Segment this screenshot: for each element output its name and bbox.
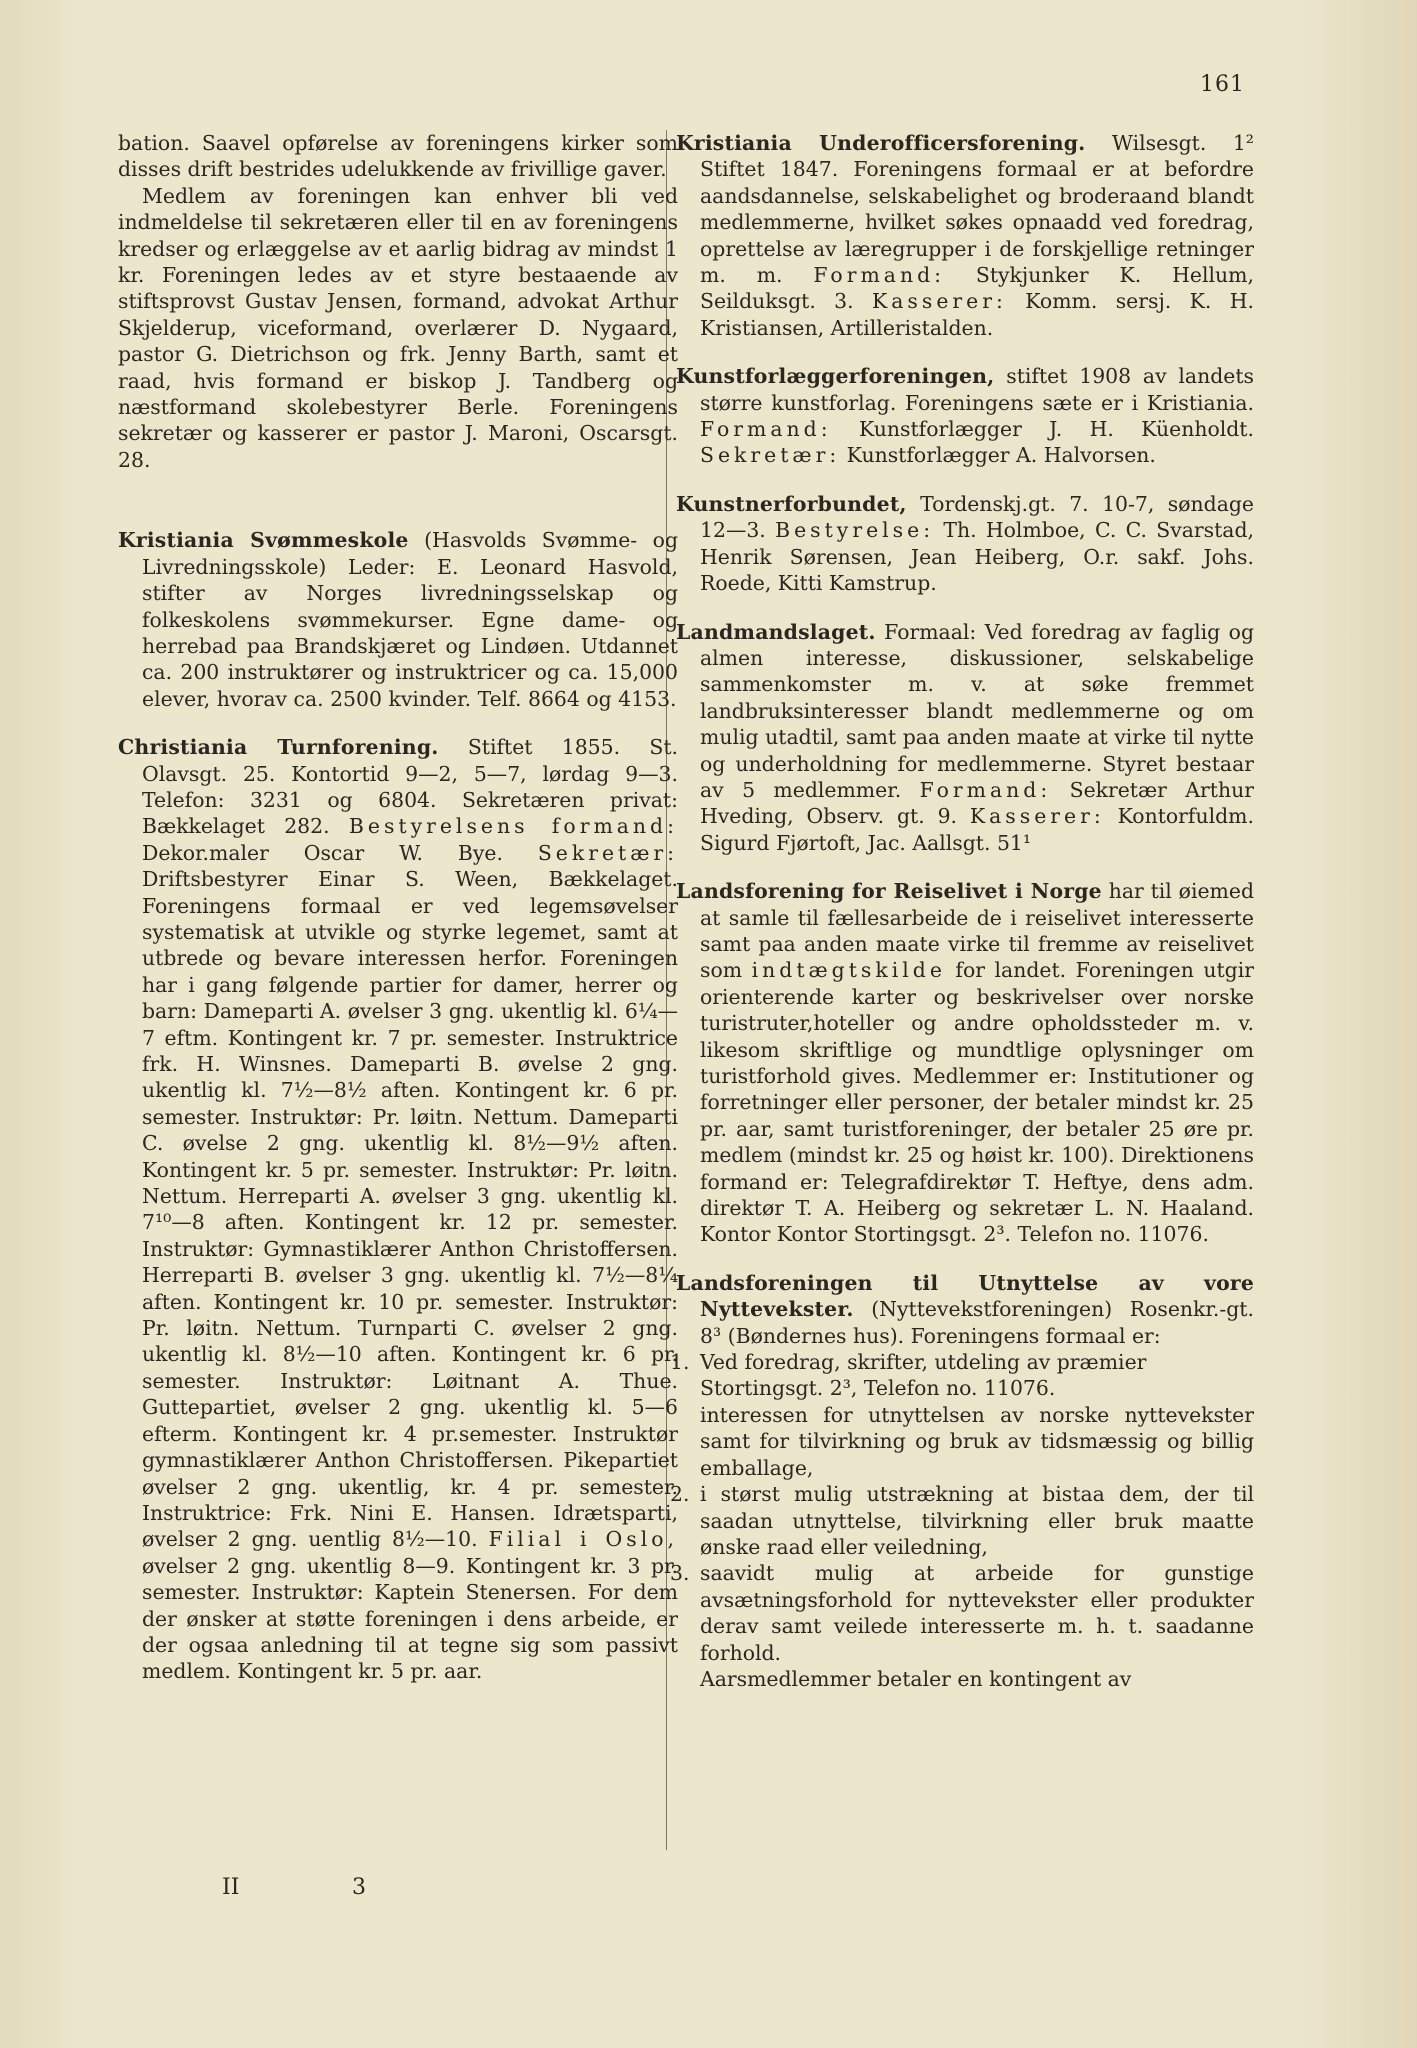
entry-heading: Landmandslaget. [676, 619, 876, 644]
spaced-label: Sekretær: [537, 840, 678, 865]
entry-body: Kunstforlægger J. H. Küenholdt. [831, 417, 1254, 442]
entry-heading: Kunstforlæggerforeningen, [676, 364, 995, 389]
list-number: 3. [670, 1561, 690, 1586]
spaced-label: Kasserer: [872, 289, 1007, 314]
entry-body: for landet. Foreningen utgir orienterende karter og beskrivelser over norske turistruter,hoteller og andre opholdssteder m. v. likesom skriftlige og mundtlige oplysninger om turistforhold gives. Medlemmer er: Institutioner og forretninger eller personer, der betaler mindst kr. 25 pr. aar, samt turistforeninger, der betaler 25 øre pr. medlem (mindst kr. 25 og høist kr. 100). Direktionens formand er: Telegrafdirektør T. Heftye, dens adm. direktør T. A. Heiberg og sekretær L. N. Haaland. Kontor Kontor Stortingsgt. 2³. Telefon no. 11076. [700, 958, 1254, 1247]
entry-body: Wilsesgt. 1² Stiftet 1847. Foreningens formaal er at befordre aandsdannelse, selskabelighet og broderaand blandt medlemmerne, hvilket søkes opnaadd ved foredrag, oprettelse av læregrupper i de forskjellige retninger m. m. [700, 131, 1254, 288]
list-item [670, 1481, 1254, 1560]
entry-body: Kunstforlægger A. Halvorsen. [840, 443, 1156, 468]
page-number: 161 [1200, 72, 1245, 97]
spaced-label: Formand: [700, 417, 832, 442]
entry-body: øvelser 2 gng. ukentlig 8—9. Kontingent kr. 3 pr. semester. Instruktør: Kaptein Stenersen. For dem der ønsker at støtte foreningen i dens arbeide, er der ogsaa anledning til at tegne sig som passivt medlem. Kontingent kr. 5 pr. aar. [142, 1553, 678, 1684]
entry-body: Sekretær Arthur Hveding, Observ. gt. 9. [700, 777, 1254, 829]
entry-body: har til øiemed at samle til fællesarbeide de i reiselivet interesserte samt paa anden maate virke til fremme av reiselivet som [700, 879, 1255, 983]
entry-reiselivet [676, 878, 1254, 1248]
entry-kunstforlaeggerforeningen [676, 363, 1254, 469]
list-text: Ved foredrag, skrifter, utdeling av præmier [700, 1350, 1147, 1375]
entry-body: stiftet 1908 av landets større kunstforlag. Foreningens sæte er i Kristiania. [700, 364, 1254, 415]
left-column [118, 130, 678, 1707]
entry-kunstnerforbundet [676, 491, 1254, 597]
spaced-label: Bestyrelse: [775, 518, 935, 543]
list-number: 2. [670, 1482, 690, 1507]
list-text: saavidt mulig at arbeide for gunstige avsætningsforhold for nyttevekster eller produkter derav samt veilede interesserte m. h. t. saadanne forhold. [700, 1561, 1254, 1665]
entry-body: Dekor.maler Oscar W. Bye. [142, 840, 538, 865]
continued-text: bation. Saavel opførelse av foreningens kirker som disses drift bestrides udelukkende av frivillige gaver. [118, 131, 678, 182]
spaced-label: Bestyrelsens formand: [348, 814, 678, 839]
entry-body: Driftsbestyrer Einar S. Ween, Bækkelaget. Foreningens formaal er ved legemsøvelser systematisk at utvikle og styrke legemet, samt at utbrede og bevare interessen herfor. Foreningen har i gang følgende partier for damer, herrer og barn: Dameparti A. øvelser 3 gng. ukentlig kl. 6¼—7 eftm. Kontingent kr. 7 pr. semester. Instruktrice frk. H. Winsnes. Dameparti B. øvelse 2 gng. ukentlig kl. 7½—8½ aften. Kontingent kr. 6 pr. semester. Instruktør: Pr. løitn. Nettum. Dameparti C. øvelse 2 gng. ukentlig kl. 8½—9½ aften. Kontingent kr. 5 pr. semester. Instruktør: Pr. løitn. Nettum. Herreparti A. øvelser 3 gng. ukentlig kl. 7¹⁰—8 aften. Kontingent kr. 12 pr. semester. Instruktør: Gymnastiklærer Anthon Christoffersen. Herreparti B. øvelser 3 gng. ukentlig kl. 7½—8¼ aften. Kontingent kr. 10 pr. semester. Instruktør: Pr. løitn. Nettum. Turnparti C. øvelser 2 gng. ukentlig kl. 8½—10 aften. Kontingent kr. 6 pr. semester. Instruktør: Løitnant A. Thue. Guttepartiet, øvelser 2 gng. ukentlig kl. 5—6 efterm. Kontingent kr. 4 pr.semester. Instruktør gymnastiklærer Anthon Christoffersen. Pikepartiet øvelser 2 gng. ukentlig, kr. 4 pr. semester. Instruktrice: Frk. Nini E. Hansen. Idrætsparti, øvelser 2 gng. uentlig 8½—10. [142, 867, 678, 1552]
entry-body: Komm. sersj. K. H. Kristiansen, Artilleristalden. [700, 289, 1254, 340]
spaced-label: Kasserer: [969, 804, 1105, 829]
list-text: interessen for utnyttelsen av norske nyttevekster samt for tilvirkning og bruk av tidsmæssig og billig emballage, [700, 1402, 1254, 1480]
entry-nyttevekster [676, 1270, 1254, 1349]
entry-body: Th. Holmboe, C. C. Svarstad, Henrik Sørensen, Jean Heiberg, O.r. sakf. Johs. Roede, Kitti Kamstrup. [700, 518, 1254, 596]
entry-heading: Landsforening for Reiselivet i Norge [676, 879, 1102, 904]
entry-body: Tordenskj.gt. 7. 10-7, søndage 12—3. [700, 491, 1254, 543]
spaced-label: indtægtskilde [751, 958, 946, 983]
entry-heading: Kunstnerforbundet, [676, 491, 907, 516]
spaced-label: Sekretær: [700, 443, 841, 468]
spaced-label: Formand: [813, 263, 945, 288]
entry-underofficersforening [676, 130, 1254, 341]
right-column [670, 130, 1255, 1692]
entry-turnforening [118, 734, 678, 1685]
entry-body: Stiftet 1855. St. Olavsgt. 25. Kontortid 9—2, 5—7, lørdag 9—3. Telefon: 3231 og 6804. Sekretæren privat: Bækkelaget 282. [142, 735, 678, 839]
sheet-number: 3 [352, 1875, 366, 1900]
signature-mark: II [222, 1875, 240, 1900]
entry-heading: Christiania Turnforening. [118, 735, 439, 760]
entry-heading: Kristiania Underofficersforening. [676, 131, 1086, 155]
entry-body: Kontorfuldm. Sigurd Fjørtoft, Jac. Aallsgt. 51¹ [700, 804, 1254, 855]
list-item [670, 1349, 1254, 1481]
entry-body: (Hasvolds Svømme- og Livredningsskole) Leder: E. Leonard Hasvold, stifter av Norges livredningsselskap og folkeskolens svømmekurser. Egne dame- og herrebad paa Brandskjæret og Lindøen. Utdannet ca. 200 instruktører og instruktricer og ca. 15,000 elever, hvorav ca. 2500 kvinder. Telf. 8664 og 4153. [142, 528, 678, 711]
entry-body: Formaal: Ved foredrag av faglig og almen interesse, diskussioner, selskabelige sammenkomster m. v. at søke fremmet landbruksinteresser blandt medlemmerne og om mulig utadtil, samt paa anden maate at virke til nytte og underholdning for medlemmerne. Styret bestaar av 5 medlemmer. [700, 619, 1254, 802]
list-text: Stortingsgt. 2³, Telefon no. 11076. [700, 1376, 1056, 1401]
entry-heading: Kristiania Svømmeskole [118, 528, 409, 553]
list-text: i størst mulig utstrækning at bistaa dem, der til saadan utnyttelse, tilvirkning eller bruk maatte ønske raad eller veiledning, [700, 1482, 1254, 1559]
list-item [670, 1560, 1254, 1666]
continued-paragraph: Medlem av foreningen kan enhver bli ved indmeldelse til sekretæren eller til en av foreningens kredser og erlæggelse av et aarlig bidrag av mindst 1 kr. Foreningen ledes av et styre bestaaende av stiftsprovst Gustav Jensen, formand, advokat Arthur Skjelderup, viceformand, overlærer D. Nygaard, pastor G. Dietrichson og frk. Jenny Barth, samt et raad, hvis formand er biskop J. Tandberg og næstformand skolebestyrer Berle. Foreningens sekretær og kasserer er pastor J. Maroni, Oscarsgt. 28. [118, 183, 678, 472]
spaced-label: Filial i Oslo, [488, 1527, 678, 1552]
entry-landmandslaget [676, 619, 1254, 857]
spaced-label: Formand: [919, 777, 1052, 802]
continued-text: Aarsmedlemmer betaler en kontingent av [700, 1666, 1132, 1691]
entry-body: (Nyttevekstforeningen) Rosenkr.-gt. 8³ (Bøndernes hus). Foreningens formaal er: [700, 1297, 1254, 1348]
entry-svommeskole [118, 527, 678, 712]
entry-body: Stykjunker K. Hellum, Seilduksgt. 3. [700, 263, 1254, 314]
purpose-list [670, 1349, 1254, 1666]
list-number: 1. [670, 1350, 690, 1375]
entry-heading: Landsforeningen til Utnyttelse av vore Nyttevekster. [676, 1270, 1254, 1322]
